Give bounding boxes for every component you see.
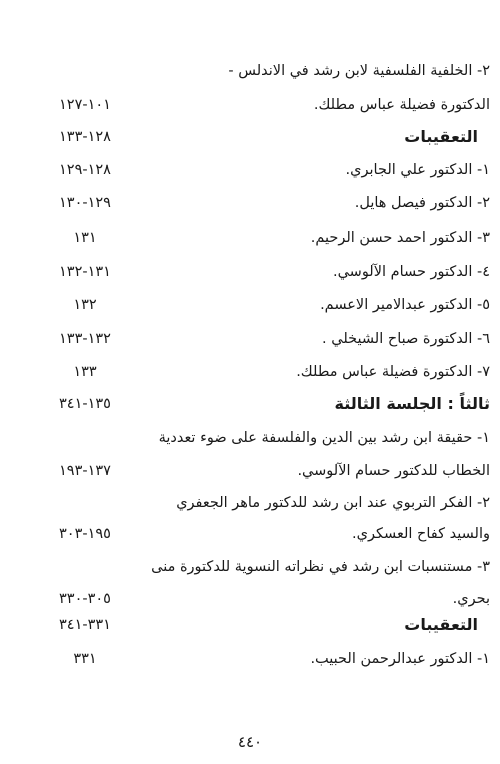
toc-entry [30, 225, 490, 251]
entry-pages: ١٢٩-١٣٠ [59, 195, 111, 211]
entry-title: ٦- الدكتورة صباح الشيخلي . [322, 331, 490, 347]
entry-pages: ١٣٢-١٣٣ [59, 331, 111, 347]
entry-pages: ٣٠٥-٣٣٠ [59, 591, 111, 607]
toc-entry [30, 425, 490, 451]
page-number: ٤٤٠ [237, 733, 263, 751]
toc-entry [30, 521, 490, 547]
entry-pages: ١٩٥-٣٠٣ [59, 526, 111, 542]
toc-entry [30, 326, 490, 352]
entry-pages: ١٣٢ [73, 297, 97, 313]
entry-title: ٥- الدكتور عبدالامير الاعسم. [320, 297, 490, 313]
toc-entry [30, 646, 490, 672]
toc-heading [30, 124, 490, 150]
toc-entry [30, 458, 490, 484]
toc-entry [30, 490, 490, 516]
entry-pages: ٣٣١ [73, 651, 97, 667]
entry-pages: ١٠١-١٢٧ [59, 97, 111, 113]
entry-title: ١- الدكتور عبدالرحمن الحبيب. [310, 651, 490, 667]
entry-title: بحري. [452, 591, 490, 607]
entry-title: الدكتورة فضيلة عباس مطلك. [313, 97, 490, 113]
section-heading: ثالثاً : الجلسة الثالثة [334, 394, 490, 413]
entry-title: ٢- الفكر التربوي عند ابن رشد للدكتور ماهر الجعفري [176, 495, 490, 511]
entry-title: ٣- مستنسبات ابن رشد في نظراته النسوية للدكتورة منى [151, 559, 490, 575]
entry-pages: ١٢٨-١٢٩ [59, 162, 111, 178]
toc-heading [30, 391, 490, 417]
section-heading: التعقيبات [404, 127, 478, 146]
entry-title: ٣- الدكتور احمد حسن الرحيم. [310, 230, 490, 246]
toc-entry [30, 554, 490, 580]
toc-entry [30, 157, 490, 183]
section-heading: التعقيبات [404, 615, 478, 634]
entry-title: والسيد كفاح العسكري. [352, 526, 490, 542]
toc-entry [30, 58, 490, 84]
toc-entry [30, 359, 490, 385]
entry-pages: ١٣٧-١٩٣ [59, 463, 111, 479]
toc-heading [30, 612, 490, 638]
entry-title: الخطاب للدكتور حسام الآلوسي. [297, 463, 490, 479]
toc-entry [30, 190, 490, 216]
toc-entry [30, 92, 490, 118]
toc-entry [30, 586, 490, 612]
entry-pages: ١٣٣ [73, 364, 97, 380]
entry-pages: ١٢٨-١٣٣ [59, 129, 111, 145]
entry-title: ٢- الخلفية الفلسفية لابن رشد في الاندلس - [228, 63, 490, 79]
entry-pages: ٣٣١-٣٤١ [59, 617, 111, 633]
entry-title: ٧- الدكتورة فضيلة عباس مطلك. [296, 364, 490, 380]
toc-entry [30, 259, 490, 285]
entry-title: ١- حقيقة ابن رشد بين الدين والفلسفة على ضوء تعددية [158, 430, 490, 446]
entry-title: ١- الدكتور علي الجابري. [345, 162, 490, 178]
entry-title: ٢- الدكتور فيصل هايل. [354, 195, 490, 211]
toc-entry [30, 292, 490, 318]
entry-title: ٤- الدكتور حسام الآلوسي. [332, 264, 490, 280]
entry-pages: ١٣٥-٣٤١ [59, 396, 111, 412]
entry-pages: ١٣١ [73, 230, 97, 246]
entry-pages: ١٣١-١٣٢ [59, 264, 111, 280]
